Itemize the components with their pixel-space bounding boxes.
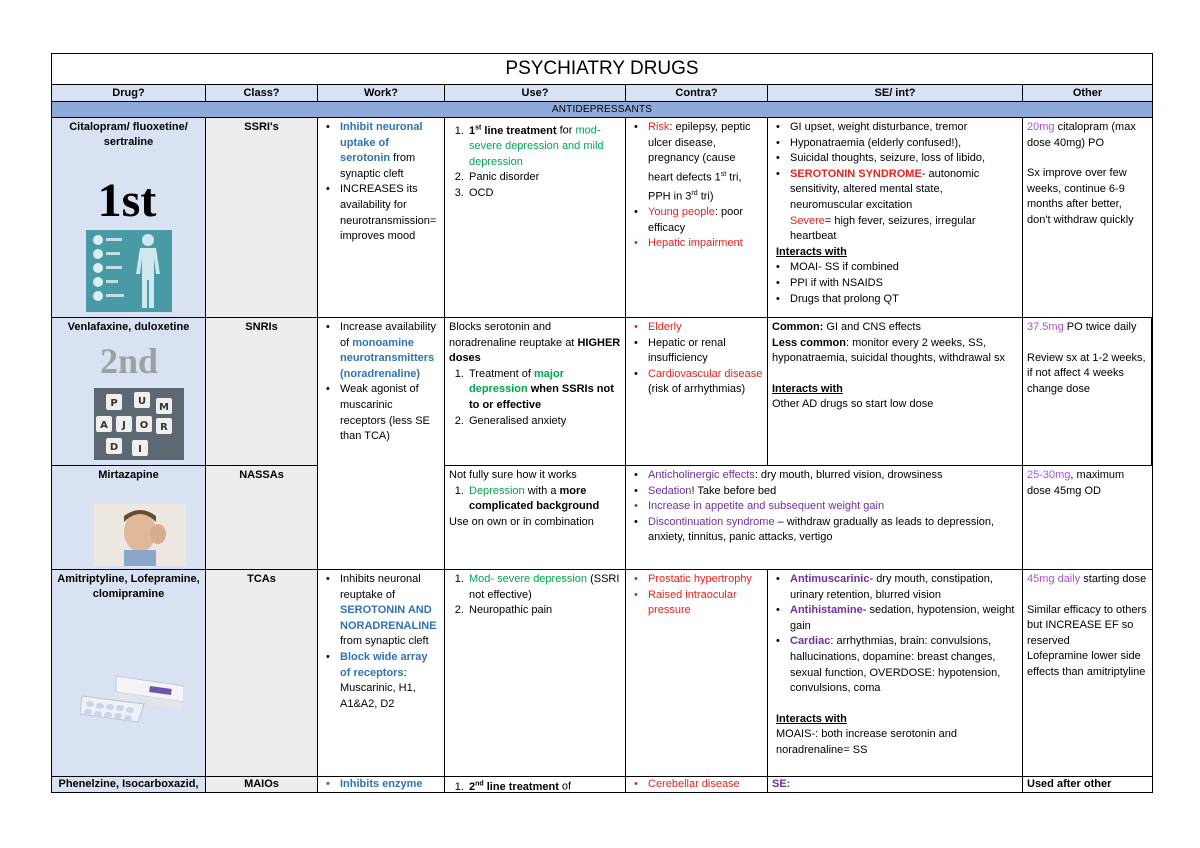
class-cell-nassa: NASSAs	[206, 466, 318, 569]
se-cell: • Antimuscarinic- dry mouth, constipation, urinary retention, blurred vision • Antihistamine- sedation, hypotension, weight gain • Cardiac: arrhythmias, brain: convulsions, hallucinations, dopamine: breast changes, sexual function, OVERDOSE: hypotension, convulsions, coma Interacts with MOAIS-: both increase serotonin and noradrenaline= SS	[768, 570, 1023, 776]
header-work: Work?	[318, 85, 445, 101]
page-title: PSYCHIATRY DRUGS	[52, 54, 1152, 85]
major-depression-image	[94, 388, 184, 460]
letter-tile-label: O	[139, 420, 149, 431]
work-cell: • Inhibits enzyme	[318, 777, 445, 792]
letter-tile-label: U	[137, 396, 147, 407]
other-cell-snri: 37.5mg PO twice daily Review sx at 1-2 weeks, if not affect 4 weeks change dose	[1023, 318, 1152, 466]
header-contra: Contra?	[626, 85, 768, 101]
header-other: Other	[1072, 87, 1103, 99]
drug-cell-snri: Venlafaxine, duloxetine 2nd P U M A J O R D I	[52, 318, 206, 466]
contra-cell: • Cerebellar disease	[626, 777, 768, 792]
use-cell: 1. Mod- severe depression (SSRI not effective) 2. Neuropathic pain	[445, 570, 626, 776]
drug-cell: Phenelzine, Isocarboxazid,	[52, 777, 206, 792]
letter-tile-label: I	[138, 444, 142, 455]
use-cell-snri: Blocks serotonin and noradrenaline reuptake at HIGHER doses 1. Treatment of major depression when SSRIs not to or effective 2. Generalised anxiety	[445, 318, 626, 466]
class-cell-snri: SNRIs	[206, 318, 318, 466]
use-cell: 1. 1st line treatment for mod-severe depression and mild depression 2. Panic disorder 3. OCD	[445, 118, 626, 317]
first-line-image: 1st	[97, 174, 157, 227]
use-cell-nassa: Not fully sure how it works 1. Depression with a more complicated background Use on own or in combination	[445, 466, 626, 569]
drug-cell: Citalopram/ fluoxetine/ sertraline 1st	[52, 118, 206, 317]
drug-cell: Amitriptyline, Lofepramine, clomipramine	[52, 570, 206, 776]
body-infographic-image	[86, 230, 172, 312]
se-cell: SE:	[768, 777, 1023, 792]
se-cell-snri: Common: GI and CNS effects Less common: monitor every 2 weeks, SS, hyponatraemia, suicidal thoughts, withdrawal sx Interacts with Other AD drugs so start low dose	[768, 318, 1023, 466]
work-cell-snri: • Increase availability of monoamine neurotransmitters (noradrenaline) • Weak agonist of muscarinic receptors (less SE than TCA)	[318, 318, 445, 569]
other-cell-nassa: 25-30mg, maximum dose 45mg OD	[1027, 469, 1125, 497]
use-cell: 1. 2nd line treatment of	[445, 777, 626, 792]
class-cell: MAIOs	[206, 777, 318, 792]
letter-tile-label: J	[122, 420, 126, 431]
other-cell: 45mg daily starting dose Similar efficacy to others but INCREASE EF so reserved Lofepramine lower side effects than amitriptyline	[1027, 573, 1147, 678]
work-cell: • Inhibit neuronal uptake of serotonin from synaptic cleft • INCREASES its availability for neurotransmission= improves mood	[318, 118, 445, 317]
table-row-snri-nassa	[52, 318, 1152, 570]
drug-cell-nassa: Mirtazapine	[52, 466, 206, 569]
header-class: Class?	[206, 85, 318, 101]
table-row-ssri	[52, 118, 1152, 318]
contra-cell-snri: • Elderly • Hepatic or renal insufficiency • Cardiovascular disease (risk of arrhythmias)	[626, 318, 768, 466]
class-cell: SSRI's	[206, 118, 318, 317]
other-cell: 20mg citalopram (max dose 40mg) PO Sx improve over few weeks, continue 6-9 months after better, don't withdraw quickly	[1027, 121, 1136, 226]
se-cell: • GI upset, weight disturbance, tremor • Hyponatraemia (elderly confused!), • Suicidal thoughts, seizure, loss of libido, • SEROTONIN SYNDROME- autonomic sensitivity, altered mental state, neuromuscular excitation Severe= high fever, seizures, irregular heartbeat Interacts with • MOAI- SS if combined • PPI if with NSAIDS • Drugs that prolong QT	[768, 118, 1023, 317]
letter-tile-label: D	[109, 442, 119, 453]
header-drug: Drug?	[52, 85, 206, 101]
header-use: Use?	[445, 85, 626, 101]
se-cell-nassa: • Anticholinergic effects: dry mouth, blurred vision, drowsiness • Sedation! Take before bed • Increase in appetite and subsequent weight gain • Discontinuation syndrome – withdraw gradually as leads to depression, anxiety, tinnitus, panic attacks, vertigo	[626, 466, 1023, 569]
table-row-maoi	[52, 777, 1152, 792]
letter-tile-label: A	[100, 420, 108, 431]
table-row-tca	[52, 570, 1152, 777]
header-se: SE/ int?	[768, 85, 1023, 101]
section-antidepressants: ANTIDEPRESSANTS	[52, 102, 1152, 118]
letter-tile-label: R	[160, 422, 168, 433]
contra-cell: • Risk: epilepsy, peptic ulcer disease, pregnancy (cause heart defects 1st tri, PPH in 3rd tri) • Young people: poor efficacy • Hepatic impairment	[626, 118, 768, 317]
letter-tile-label: M	[159, 402, 169, 413]
drug-table	[51, 53, 1153, 793]
second-line-image: 2nd	[99, 340, 159, 381]
pill-pack-image	[80, 672, 184, 724]
tired-man-image	[94, 504, 186, 566]
work-cell: • Inhibits neuronal reuptake of SEROTONIN AND NORADRENALINE from synaptic cleft • Block wide array of receptors: Muscarinic, H1, A1&A2, D2	[318, 570, 445, 776]
contra-cell: • Prostatic hypertrophy • Raised intraocular pressure	[626, 570, 768, 776]
table-header	[52, 85, 1152, 102]
class-cell: TCAs	[206, 570, 318, 776]
letter-tile-label: P	[110, 398, 118, 409]
other-cell: Used after other	[1027, 778, 1112, 790]
